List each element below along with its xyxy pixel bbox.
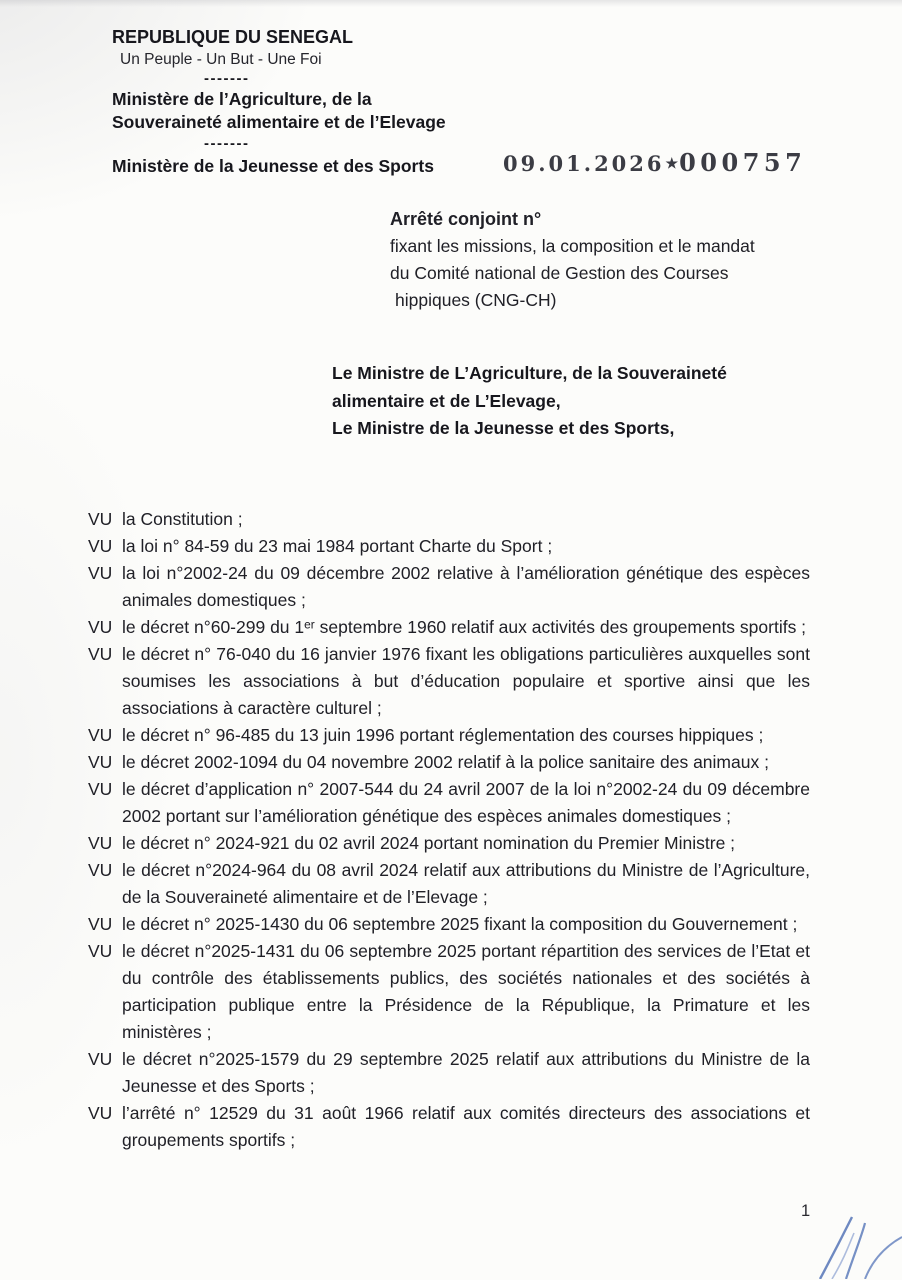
ink-scribble [802, 1213, 902, 1280]
visa-text: le décret n°60-299 du 1ᵉʳ septembre 1960 relatif aux activités des groupements sportifs ; [122, 617, 807, 637]
addressee-line: Le Ministre de L’Agriculture, de la Souveraineté [332, 363, 727, 383]
decree-subtitle-line: du Comité national de Gestion des Courses [390, 263, 729, 283]
visa-text: le décret n° 2024-921 du 02 avril 2024 portant nomination du Premier Ministre ; [122, 833, 736, 853]
visa-label: VU [88, 914, 113, 934]
visa-text: la Constitution ; [122, 509, 243, 529]
visa-item [88, 938, 810, 1046]
visa-label: VU [88, 1049, 113, 1069]
ministry-agriculture-line1: Ministère de l’Agriculture, de la [112, 89, 372, 109]
visa-text: la loi n°2002-24 du 09 décembre 2002 relative à l’amélioration génétique des espèces animales domestiques ; [122, 563, 810, 610]
addressee-line: alimentaire et de L’Elevage, [332, 390, 561, 411]
visa-text: le décret 2002-1094 du 04 novembre 2002 relatif à la police sanitaire des animaux ; [122, 752, 769, 772]
visa-text: le décret d’application n° 2007-544 du 24 avril 2007 de la loi n°2002-24 du 09 décembre 2002 portant sur l’amélioration génétique des espèces animales domestiques ; [122, 779, 810, 826]
visa-item [88, 911, 810, 938]
addressee-line: Le Ministre de la Jeunesse et des Sports, [332, 418, 675, 438]
stamp-number: 000757 [679, 148, 807, 177]
visa-item [88, 533, 810, 560]
visa-text: le décret n° 96-485 du 13 juin 1996 portant réglementation des courses hippiques ; [122, 725, 764, 745]
decree-subtitle-line: hippiques (CNG-CH) [395, 290, 557, 310]
visa-label: VU [88, 941, 113, 961]
letterhead [112, 27, 446, 178]
separator-dashes: ------- [204, 135, 250, 152]
addressees-block [332, 360, 727, 443]
page-number: 1 [801, 1202, 811, 1220]
visa-item [88, 776, 810, 830]
visa-label: VU [88, 1103, 113, 1123]
ministry-agriculture-line2: Souveraineté alimentaire et de l’Elevage [112, 112, 446, 132]
visa-text: le décret n°2025-1431 du 06 septembre 2025 portant répartition des services de l’Etat et du contrôle des établissements publics, des sociétés nationales et des sociétés à participation publique entre la Présidence de la République, la Primature et les ministères ; [122, 941, 810, 1042]
visa-item [88, 830, 810, 857]
visa-text: l’arrêté n° 12529 du 31 août 1966 relatif aux comités directeurs des associations et groupements sportifs ; [122, 1103, 810, 1150]
national-motto: Un Peuple - Un But - Une Foi [120, 51, 322, 68]
pen-stroke-icon [802, 1213, 902, 1279]
visa-label: VU [88, 860, 113, 880]
stamp-star-icon: ★ [665, 156, 679, 172]
visa-item [88, 1100, 810, 1154]
visa-text: la loi n° 84-59 du 23 mai 1984 portant Charte du Sport ; [122, 536, 553, 556]
visa-list [88, 506, 810, 1154]
visa-label: VU [88, 644, 113, 664]
visa-item [88, 614, 810, 641]
decree-subtitle-line: fixant les missions, la composition et le mandat [390, 236, 755, 256]
visa-label: VU [88, 563, 113, 583]
visa-text: le décret n° 76-040 du 16 janvier 1976 fixant les obligations particulières auxquelles sont soumises les associations à but d’éducation populaire et sportive ainsi que les associations à caractère culturel ; [122, 644, 810, 718]
visa-text: le décret n°2025-1579 du 29 septembre 2025 relatif aux attributions du Ministre de la Jeunesse et des Sports ; [122, 1049, 810, 1096]
registry-stamp [503, 148, 806, 177]
visa-item [88, 722, 810, 749]
republic-title: REPUBLIQUE DU SENEGAL [112, 27, 354, 47]
visa-text: le décret n° 2025-1430 du 06 septembre 2025 fixant la composition du Gouvernement ; [122, 914, 798, 934]
separator-dashes: ------- [204, 70, 250, 87]
visa-item [88, 1046, 810, 1100]
visa-label: VU [88, 536, 113, 556]
decree-title-block [390, 206, 820, 314]
stamp-date: 09.01.2026 [503, 151, 665, 176]
visa-label: VU [88, 617, 113, 637]
visa-item [88, 506, 810, 533]
visa-label: VU [88, 509, 113, 529]
visa-label: VU [88, 725, 113, 745]
visa-label: VU [88, 833, 113, 853]
visa-item [88, 857, 810, 911]
ministry-sports: Ministère de la Jeunesse et des Sports [112, 156, 434, 176]
visa-label: VU [88, 779, 113, 799]
visa-item [88, 749, 810, 776]
visa-text: le décret n°2024-964 du 08 avril 2024 relatif aux attributions du Ministre de l’Agriculture, de la Souveraineté alimentaire et de l’Elevage ; [122, 860, 810, 907]
visa-item [88, 560, 810, 614]
visa-label: VU [88, 752, 113, 772]
visa-item [88, 641, 810, 722]
decree-title: Arrêté conjoint n° [390, 209, 542, 229]
